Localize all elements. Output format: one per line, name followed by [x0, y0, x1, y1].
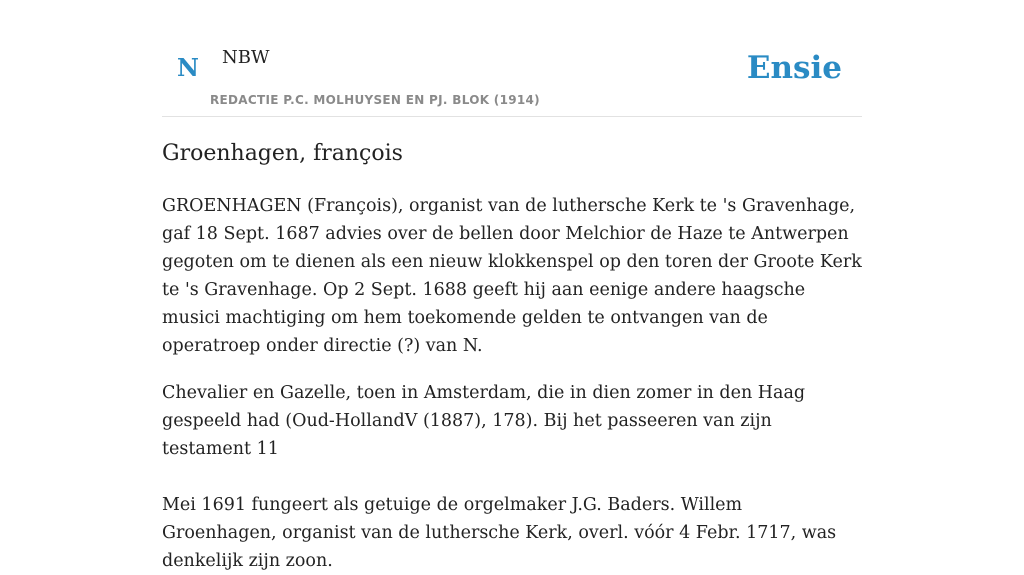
article-paragraph: Mei 1691 fungeert als getuige de orgelmaker J.G. Baders. Willem Groenhagen, organist van de luthersche Kerk, overl. vóór 4 Febr. 1717, was denkelijk zijn zoon. [162, 495, 837, 571]
source-logo[interactable]: N [177, 53, 199, 82]
page [162, 0, 862, 571]
page-title: Groenhagen, françois [162, 141, 403, 166]
article-paragraph: Chevalier en Gazelle, toen in Amsterdam, die in dien zomer in den Haag gespeeld had (Oud-HollandV (1887), 178). Bij het passeeren van zijn testament 11 [162, 383, 806, 459]
source-title[interactable]: NBW [222, 47, 270, 68]
source-header [162, 0, 862, 117]
article-body [162, 192, 862, 575]
brand-logo[interactable]: Ensie [746, 50, 842, 86]
article-paragraph: GROENHAGEN (François), organist van de luthersche Kerk te 's Gravenhage, gaf 18 Sept. 1687 advies over de bellen door Melchior de Haze te Antwerpen gegoten om te dienen als een nieuw klokkenspel op den toren der Groote Kerk te 's Gravenhage. Op 2 Sept. 1688 geeft hij aan eenige andere haagsche musici machtiging om hem toekomende gelden te ontvangen van de operatroep onder directie (?) van N. [162, 196, 862, 356]
source-subtitle: REDACTIE P.C. MOLHUYSEN EN PJ. BLOK (1914) [210, 93, 540, 107]
